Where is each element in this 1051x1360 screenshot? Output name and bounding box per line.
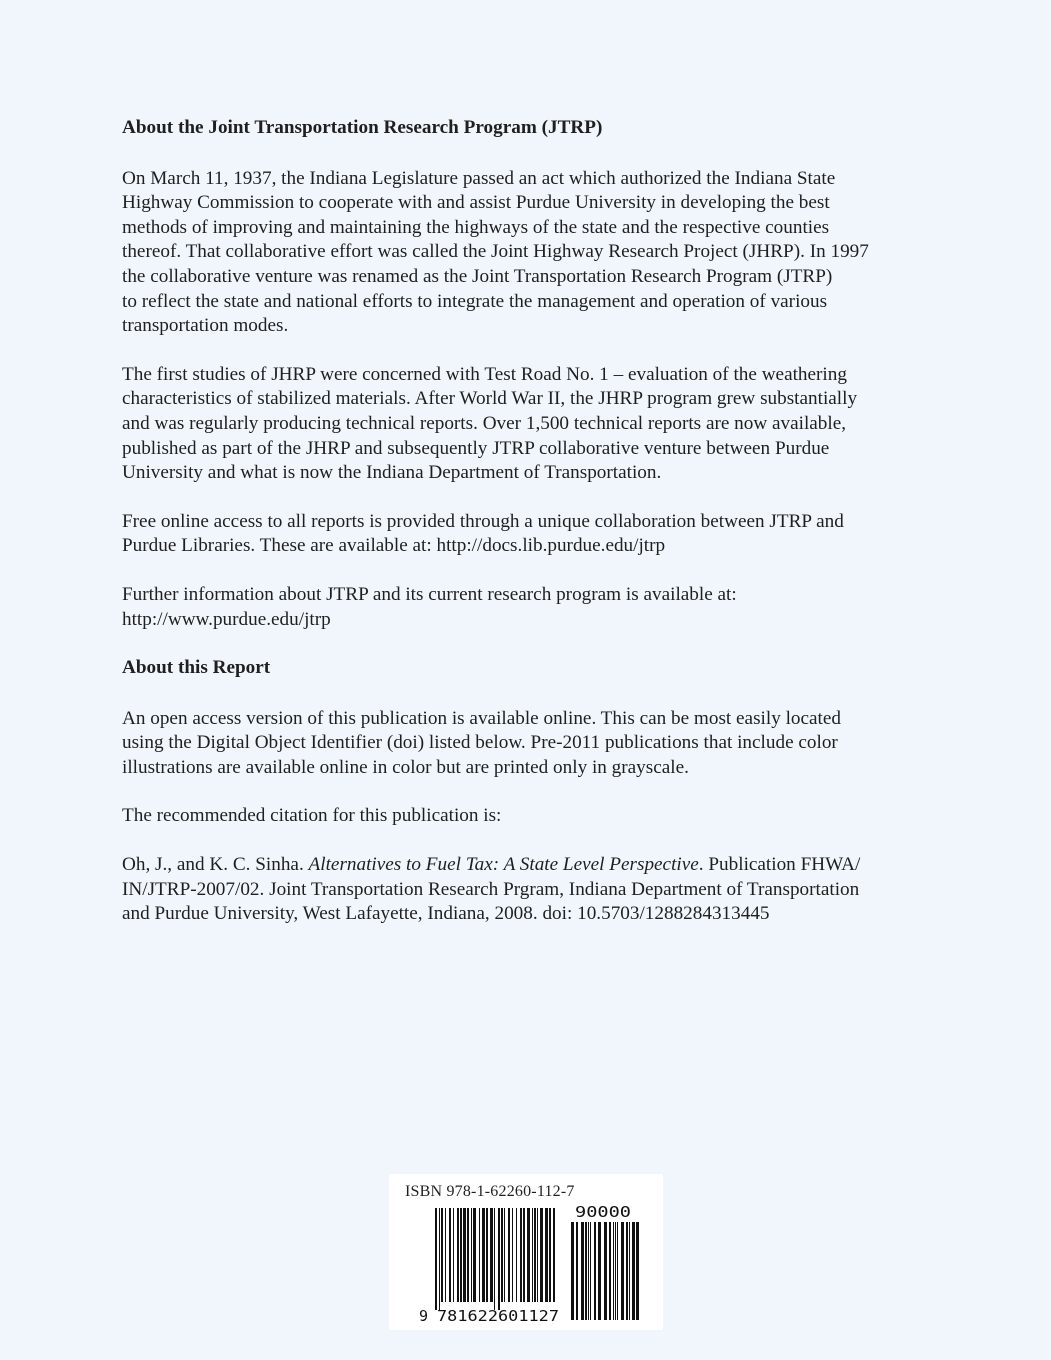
- barcode-bar: [523, 1208, 525, 1302]
- barcode-bar: [453, 1208, 454, 1302]
- report-heading: About this Report: [122, 657, 271, 679]
- barcode-bar: [537, 1208, 538, 1302]
- page-content: [122, 116, 922, 951]
- barcode-bar: [512, 1208, 513, 1302]
- isbn-barcode: [389, 1174, 663, 1330]
- barcode-graphic: [389, 1174, 663, 1330]
- barcode-bar: [617, 1222, 618, 1320]
- report-paragraph-citation-intro: The recommended citation for this publication is:: [122, 805, 502, 827]
- barcode-bar: [604, 1222, 607, 1320]
- barcode-bar: [621, 1222, 624, 1320]
- barcode-bar: [460, 1208, 462, 1302]
- report-paragraph-access: An open access version of this publication is available online. This can be most easily located using the Digital Object Identifier (doi) listed below. Pre-2011 publications that include color illustrations are available online in color but are printed only in grayscale.: [122, 707, 841, 778]
- jtrp-paragraph-info: Further information about JTRP and its current research program is available at: http://www.purdue.edu/jtrp: [122, 583, 737, 630]
- barcode-bar: [594, 1222, 596, 1320]
- barcode-bar: [553, 1208, 555, 1302]
- barcode-bar: [498, 1208, 500, 1310]
- barcode-bar: [615, 1222, 616, 1320]
- barcode-bar: [527, 1208, 530, 1302]
- barcode-bar: [626, 1222, 628, 1320]
- citation-details: . Publication FHWA/ IN/JTRP-2007/02. Joint Transportation Research Prgram, Indiana Department of Transportation and Purdue University, West Lafayette, Indiana, 2008. doi: 10.5703/1288284313445: [122, 854, 861, 925]
- barcode-bar: [588, 1222, 589, 1320]
- jtrp-paragraph-history: On March 11, 1937, the Indiana Legislature passed an act which authorized the Indiana State Highway Commission to cooperate with and assist Purdue University in developing the best methods of improving and maintaining the highways of the state and the respective counties thereof. That collaborative effort was called the Joint Highway Research Project (JHRP). In 1997 the collaborative venture was renamed as the Joint Transportation Research Program (JTRP) to reflect the state and national efforts to integrate the management and operation of various transportation modes.: [122, 167, 869, 337]
- jtrp-paragraph-studies: The first studies of JHRP were concerned with Test Road No. 1 – evaluation of the weathering characteristics of stabilized materials. After World War II, the JHRP program grew substantially and was regularly producing technical reports. Over 1,500 technical reports are now available, published as part of the JHRP and subsequently JTRP collaborative venture between Purdue University and what is now the Indiana Department of Transportation.: [122, 363, 858, 484]
- report-citation: [122, 853, 922, 927]
- barcode-bar: [486, 1208, 488, 1302]
- barcode-bar: [441, 1208, 443, 1302]
- barcode-bar: [636, 1222, 639, 1320]
- barcode-bar: [576, 1222, 578, 1320]
- barcode-bar: [534, 1208, 536, 1302]
- barcode-bar: [609, 1222, 611, 1320]
- barcode-bar: [545, 1208, 548, 1302]
- barcode-bar: [504, 1208, 505, 1302]
- barcode-bar: [532, 1208, 533, 1302]
- jtrp-heading: About the Joint Transportation Research Program (JTRP): [122, 117, 603, 138]
- barcode-bar: [508, 1208, 510, 1302]
- barcode-bar: [479, 1208, 480, 1302]
- barcode-bar: [501, 1208, 503, 1302]
- barcode-bar: [571, 1222, 574, 1320]
- barcode-bar: [494, 1208, 495, 1310]
- barcode-bar: [457, 1208, 459, 1302]
- barcode-addon-bars: [571, 1222, 639, 1320]
- barcode-bar: [632, 1222, 635, 1320]
- citation-title: Alternatives to Fuel Tax: A State Level Perspective: [308, 854, 699, 876]
- barcode-bar: [435, 1208, 437, 1310]
- barcode-bar: [520, 1208, 522, 1302]
- barcode-bar: [473, 1208, 476, 1302]
- barcode-bar: [581, 1222, 584, 1320]
- barcode-bar: [471, 1208, 472, 1302]
- barcode-bar: [585, 1222, 587, 1320]
- barcode-bar: [549, 1208, 551, 1302]
- barcode-main-digits: 781622601127: [437, 1307, 559, 1325]
- barcode-bar: [482, 1208, 485, 1302]
- barcode-bar: [445, 1208, 446, 1302]
- barcode-bar: [598, 1222, 601, 1320]
- citation-authors: Oh, J., and K. C. Sinha.: [122, 854, 309, 876]
- barcode-bar: [516, 1208, 517, 1302]
- barcode-bar: [467, 1208, 469, 1302]
- barcode-bar: [540, 1208, 543, 1302]
- barcode-bar: [490, 1208, 493, 1302]
- barcode-addon-digits: 90000: [575, 1203, 631, 1221]
- barcode-bar: [629, 1222, 630, 1320]
- barcode-bar: [463, 1208, 466, 1302]
- barcode-bar: [590, 1222, 591, 1320]
- jtrp-paragraph-access: Free online access to all reports is provided through a unique collaboration between JTRP and Purdue Libraries. These are available at: http://docs.lib.purdue.edu/jtrp: [122, 510, 844, 557]
- barcode-bar: [449, 1208, 451, 1302]
- barcode-bar: [439, 1208, 440, 1310]
- barcode-bar: [613, 1222, 614, 1320]
- barcode-first-digit: 9: [419, 1307, 429, 1325]
- barcode-main-bars: [435, 1208, 555, 1310]
- isbn-label: ISBN 978-1-62260-112-7: [405, 1183, 575, 1200]
